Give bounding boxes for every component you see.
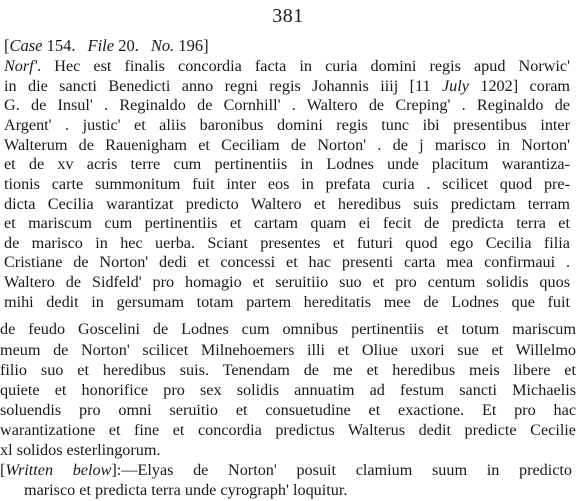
line-text: warantizatione et fine et concordia predictus Walterus dedit predicte Cecilie [0, 421, 576, 439]
line-text: tionis carte summonitum fuit inter eos in prefata curia . scilicet quod pre- [4, 175, 570, 193]
line-text: quiete et honorifice pro sex solidis annuatim ad festum sancti Michaelis [0, 381, 576, 399]
line-text: mihi dedit in gersumam totam partem hereditatis mee de Lodnes que fuit [4, 293, 570, 311]
italic-text: Norf' [4, 57, 38, 75]
line-text: filio suo et heredibus suis. Tenendam de me et heredibus meis libere et [0, 361, 576, 379]
line-text: marisco et predicta terra unde cyrograph' loquitur. [24, 481, 348, 499]
italic-text: Written below [5, 461, 112, 479]
text-line [4, 273, 570, 291]
text-line [4, 195, 570, 213]
no-label: No. [150, 36, 175, 55]
text-line [4, 234, 570, 252]
text-line [4, 253, 570, 271]
line-text: Cristiane de Norton' dedi et concessi et hac presenti carta mea confirmaui . [4, 253, 570, 271]
text-line [4, 77, 570, 95]
file-label: File [87, 36, 115, 55]
text-line [0, 381, 576, 399]
text-line [4, 155, 570, 173]
text-line [4, 96, 570, 114]
text-line [0, 341, 576, 359]
italic-text: July [442, 77, 469, 95]
case-number: 154. [46, 36, 76, 55]
line-text: de feudo Goscelini de Lodnes cum omnibus pertinentiis et totum mariscum [0, 320, 576, 338]
text-line [4, 214, 570, 232]
text-line [0, 320, 576, 338]
line-text: Argent' . justic' et aliis baronibus domini regis tunc ibi presentibus inter [4, 116, 570, 134]
no-number: 196 [178, 36, 204, 55]
text-line [0, 461, 572, 479]
line-text: Walterum de Rauenigham et Ceciliam de Norton' . de j marisco in Norton' [4, 136, 570, 154]
line-text: meum de Norton' scilicet Milnehoemers illi et Oliue uxori sue et Willelmo [0, 341, 576, 359]
text-line [24, 481, 347, 499]
text-line [0, 441, 161, 459]
line-text: G. de Insul' . Reginaldo de Cornhill' . Waltero de Creping' . Reginaldo de [4, 96, 570, 114]
page-number: 381 [272, 5, 304, 27]
line-text: ]:—Elyas de Norton' posuit clamium suum in predicto [111, 461, 573, 479]
case-reference: [Case 154. File 20. No. 196] [4, 36, 209, 55]
line-text: xl solidos esterlingorum. [0, 441, 161, 459]
line-text: . Hec est finalis concordia facta in curia domini regis apud Norwic' [37, 57, 570, 75]
text-line [4, 136, 570, 154]
text-line [4, 57, 570, 75]
text-line [4, 175, 570, 193]
line-text: dicta Cecilia warantizat predicto Waltero et heredibus suis predictam terram [4, 195, 570, 213]
line-text: Waltero de Sidfeld' pro homagio et seruitiio suo et pro centum solidis quos [4, 273, 570, 291]
text-line [0, 421, 576, 439]
line-text: et mariscum cum pertinentiis et cartam quam ei fecit de predicta terra et [4, 214, 570, 232]
text-line [0, 401, 576, 419]
line-text: de marisco in hec uerba. Sciant presentes et futuri quod ego Cecilia filia [4, 234, 570, 252]
text-line [4, 293, 570, 311]
text-line [0, 361, 576, 379]
file-number: 20. [118, 36, 139, 55]
case-label: Case [9, 36, 43, 55]
line-text: in die sancti Benedicti anno regni regis Johannis iiij [11 [4, 77, 442, 95]
line-text: et de xv acris terre cum pertinentiis in Lodnes unde placitum warantiza- [4, 155, 570, 173]
line-text: 1202] coram [468, 77, 570, 95]
line-text: [ [0, 461, 6, 479]
line-text: soluendis pro omni seruitio et consuetudine et exactione. Et pro hac [0, 401, 576, 419]
text-line [4, 116, 570, 134]
